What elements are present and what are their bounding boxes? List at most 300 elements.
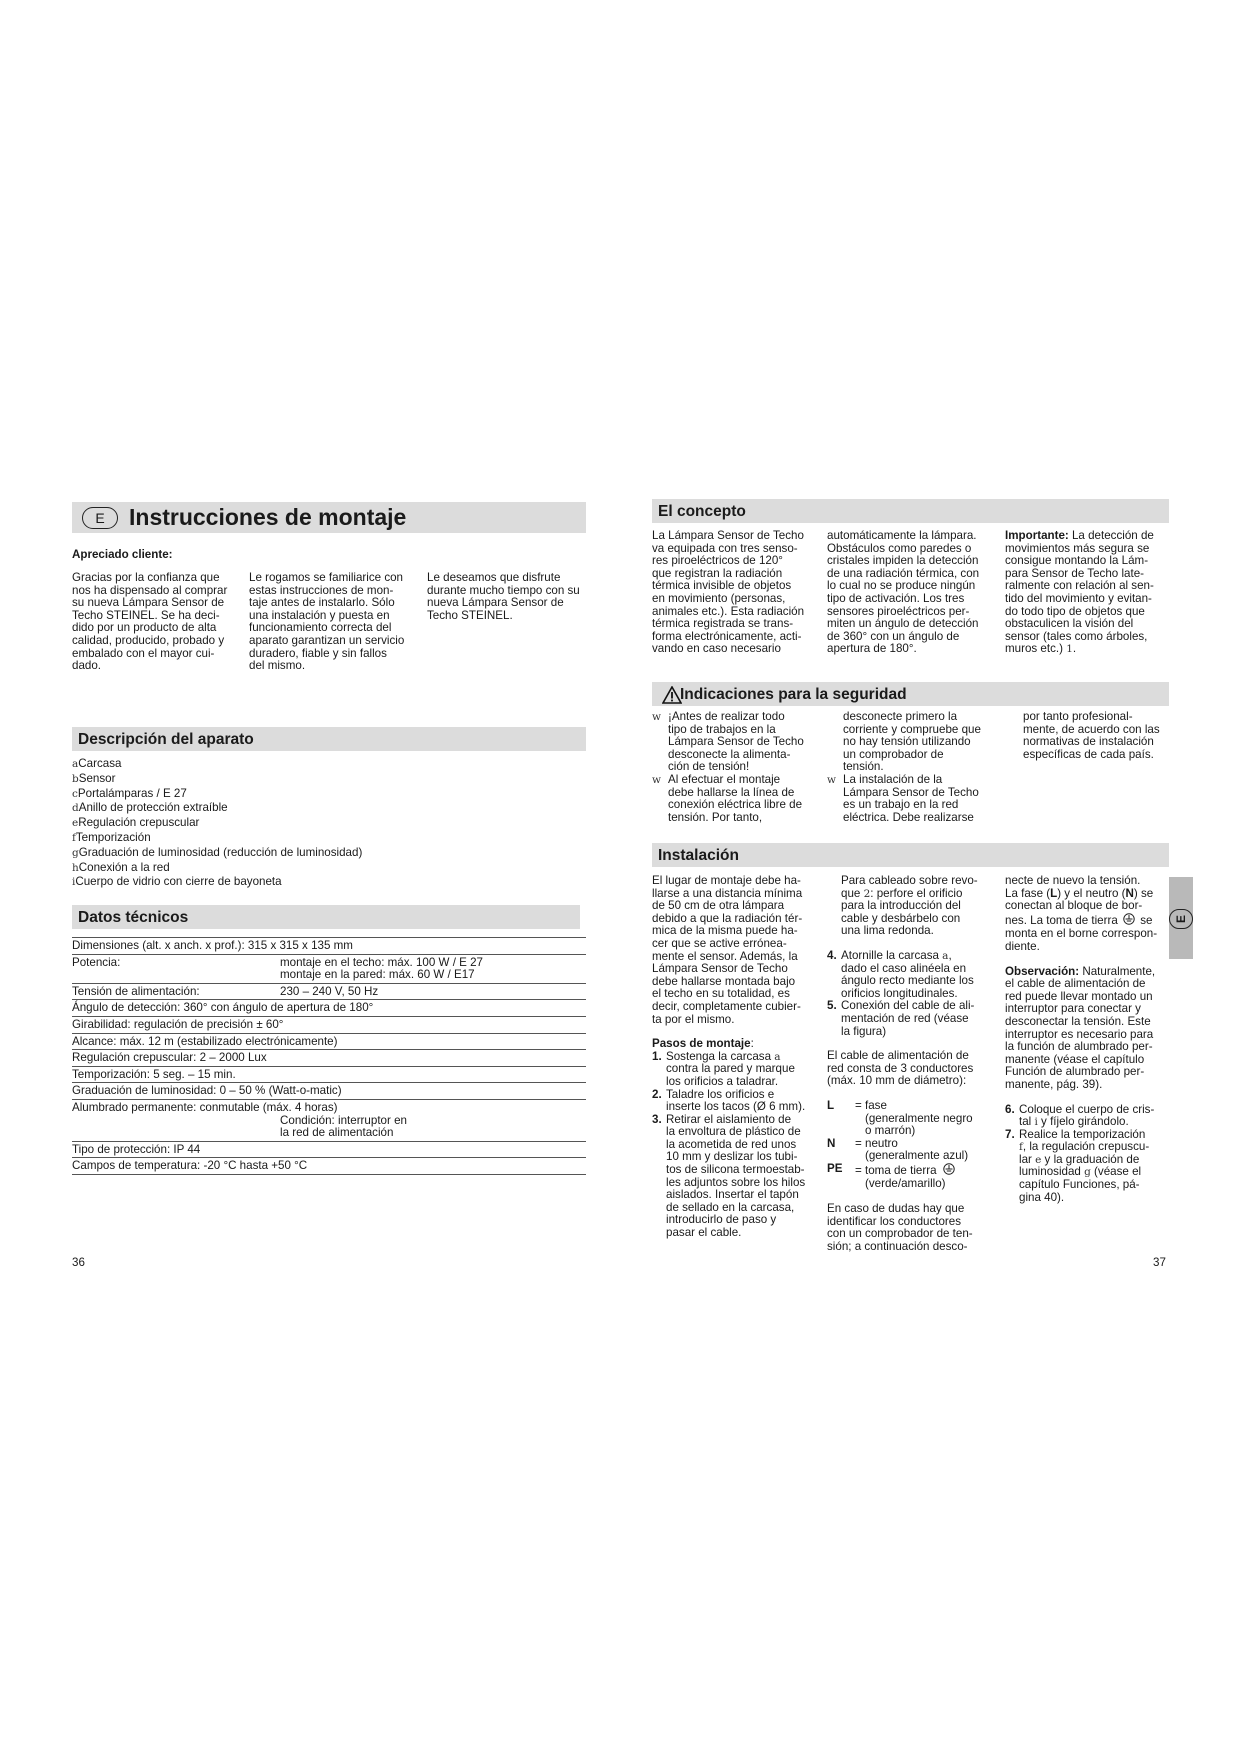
concept-line: miten un ángulo de detección (827, 617, 979, 631)
concept-heading: El concepto (652, 499, 1169, 523)
text-run: ) y el neutro ( (1057, 886, 1126, 900)
text-line: (verde/amarillo) (865, 1177, 946, 1191)
description-list (72, 757, 586, 890)
safety-column-3 (1023, 711, 1173, 761)
text-line: desconectar la tensión. Este (1005, 1014, 1151, 1028)
text-line: (generalmente azul) (865, 1149, 969, 1163)
description-item (72, 846, 586, 861)
text-run: gina 40). (1019, 1190, 1065, 1204)
install-line: El lugar de montaje debe ha- (652, 874, 801, 887)
text-run: introducirlo de paso y (666, 1213, 777, 1227)
text-run: se (1137, 913, 1153, 927)
item-marker: a (72, 758, 79, 770)
text-run: tal (1019, 1115, 1035, 1129)
table-cell-label: Tipo de protección: IP 44 (72, 1142, 201, 1156)
figure-ref: 2 (863, 887, 871, 900)
item-label: Carcasa (78, 757, 122, 770)
important-label: Importante: (1005, 529, 1069, 542)
item-marker: c (72, 787, 78, 800)
concept-line: vando en caso necesario (652, 642, 781, 656)
text-line: Al efectuar el montaje (668, 772, 781, 786)
text-line: (generalmente negro (865, 1111, 973, 1125)
description-item (72, 772, 586, 787)
intro-line: una instalación y puesta en (249, 608, 390, 622)
intro-line: Gracias por la confianza que (72, 571, 220, 584)
concept-line: apertura de 180°. (827, 642, 917, 656)
text-line: mente, de acuerdo con las (1023, 722, 1160, 736)
intro-column-1 (72, 572, 242, 673)
table-cell-label: Graduación de luminosidad: 0 – 50 % (Watt-o-matic) (72, 1084, 342, 1098)
concept-line: obstaculicen la visión del (1005, 617, 1134, 631)
step-item (1005, 1104, 1177, 1129)
text-run: la envoltura de plástico de (666, 1125, 801, 1139)
text-line: red puede llevar montado un (1005, 989, 1153, 1003)
text-run: La detección de (1068, 529, 1154, 542)
concept-column-3 (1005, 530, 1175, 656)
intro-line: Le rogamos se familiarice con (249, 571, 404, 584)
step-item (1005, 1129, 1177, 1205)
concept-line: res piroeléctricos de 120° (652, 554, 783, 568)
description-item (72, 831, 586, 846)
intro-line: dado. (72, 659, 102, 673)
cable-routing-note (827, 875, 999, 938)
text-run: ) se (1133, 886, 1154, 900)
table-cell-label: Tensión de alimentación: (72, 984, 200, 998)
install-line: de 50 cm de otra lámpara (652, 899, 785, 913)
step-item (652, 1089, 824, 1114)
table-cell-label: Girabilidad: regulación de precisión ± 60° (72, 1017, 284, 1031)
text-line: cable y desbárbelo con (841, 911, 961, 925)
text-run: La fase ( (1005, 886, 1051, 900)
intro-line: funcionamiento correcta del (249, 621, 392, 635)
wire-item (827, 1163, 999, 1191)
text-line: ¡Antes de realizar todo (668, 710, 785, 723)
text-run: los orificios a taladrar. (666, 1074, 779, 1088)
text-line: monta en el borne correspon- (1005, 927, 1158, 941)
concept-line: sensores piroeléctricos per- (827, 604, 970, 618)
concept-line: que registran la radiación (652, 566, 783, 580)
value-line: Condición: interruptor en (280, 1113, 407, 1127)
step-item (652, 1114, 824, 1240)
item-label: Cuerpo de vidrio con cierre de bayoneta (75, 875, 282, 889)
text-run: mentación de red (véase (841, 1011, 969, 1025)
step-number: 4. (827, 948, 837, 962)
install-line: mente el sensor. Además, la (652, 949, 798, 963)
text-run: pasar el cable. (666, 1226, 742, 1240)
text-line: por tanto profesional- (1023, 710, 1133, 723)
intro-column-2 (249, 572, 419, 673)
observation-title: Observación: (1005, 964, 1080, 978)
text-line: desconecte primero la (843, 710, 958, 723)
wire-item (827, 1138, 999, 1163)
item-marker: h (72, 861, 79, 874)
concept-line: térmica registrada se trans- (652, 617, 794, 631)
install-line: debe hallarse montada bajo (652, 974, 796, 988)
text-run: Taladre los orificios e (666, 1087, 775, 1101)
intro-line: Le deseamos que disfrute (427, 571, 561, 584)
text-run: tos de silicona termoestab- (666, 1163, 805, 1177)
wire-item (827, 1100, 999, 1138)
safety-column-1 (652, 711, 827, 824)
wire-code: L (827, 1098, 835, 1112)
text-run: 10 mm y deslizar los tubi- (666, 1150, 798, 1164)
text-run: la figura) (841, 1024, 887, 1038)
concept-line: de una radiación térmica, con (827, 566, 980, 580)
text-run: de sellado en la carcasa, (666, 1200, 795, 1214)
text-line: corriente y compruebe que (843, 722, 981, 736)
text-run: la acometida de red unos (666, 1137, 797, 1151)
concept-line: sensor (tales como árboles, (1005, 629, 1148, 643)
text-line: la función de alumbrado per- (1005, 1040, 1153, 1054)
part-ref: g (1084, 1166, 1091, 1179)
step-number: 7. (1005, 1127, 1015, 1141)
page-number-right: 37 (1153, 1256, 1166, 1269)
text-run: aislados. Insertar el tapón (666, 1188, 799, 1202)
cable-description (827, 1050, 999, 1088)
text-line: = neutro (855, 1136, 898, 1150)
value-line (280, 1102, 407, 1115)
text-line: (máx. 10 mm de diámetro): (827, 1074, 967, 1088)
concept-line (1005, 530, 1175, 543)
text-line: para la introducción del (841, 899, 961, 913)
safety-bullet-item (652, 774, 827, 824)
intro-line: Techo STEINEL. Se ha deci- (72, 608, 220, 622)
intro-line: nueva Lámpara Sensor de (427, 596, 564, 610)
description-item (72, 861, 586, 876)
text-line: Lámpara Sensor de Techo (668, 735, 804, 749)
figure-ref: 1 (1066, 643, 1073, 656)
observation-note (1005, 966, 1177, 1092)
wire-list (827, 1100, 999, 1191)
text-line: El cable de alimentación de (827, 1049, 969, 1063)
table-row (72, 1017, 586, 1034)
text-line: diente. (1005, 939, 1040, 953)
text-run: Coloque el cuerpo de cris- (1019, 1102, 1155, 1116)
item-label: Regulación crepuscular (78, 816, 200, 830)
text-run: contra la pared y marque (666, 1062, 795, 1076)
table-row (72, 1034, 586, 1051)
greeting: Apreciado cliente: (72, 548, 173, 561)
text-line: debe hallarse la línea de (668, 785, 795, 799)
step-item (652, 1051, 824, 1089)
install-line: llarse a una distancia mínima (652, 886, 803, 900)
safety-column-2 (827, 711, 1002, 824)
intro-line: del mismo. (249, 659, 306, 673)
install-line: el techo en su totalidad, es (652, 987, 790, 1001)
step-number: 1. (652, 1049, 662, 1063)
concept-line: movimientos más segura se (1005, 541, 1150, 555)
text-line: no hay tensión utilizando (843, 735, 971, 749)
table-cell-label: Campos de temperatura: -20 °C hasta +50 °C (72, 1159, 308, 1173)
part-ref: f (1019, 1141, 1023, 1154)
text-run: ángulo recto mediante los (841, 974, 974, 988)
side-language-tab (1169, 877, 1193, 959)
part-ref: e (1035, 1153, 1042, 1166)
installation-heading: Instalación (652, 843, 1169, 867)
description-heading: Descripción del aparato (72, 727, 586, 751)
concept-line: cristales impiden la detección (827, 554, 979, 568)
part-ref: a (942, 949, 949, 962)
text-run: Para cableado sobre revo- (841, 874, 978, 887)
text-line: el cable de alimentación de (1005, 977, 1146, 991)
part-ref: i (1034, 1116, 1038, 1129)
concept-line: Obstáculos como paredes o (827, 541, 972, 555)
concept-column-2 (827, 530, 997, 656)
bullet-marker: w (652, 711, 661, 723)
intro-line: calidad, producido, probado y (72, 633, 225, 647)
text-run: (véase el (1090, 1165, 1142, 1179)
text-line: específicas de cada país. (1023, 747, 1154, 761)
text-run: . (1072, 642, 1077, 656)
table-row (72, 1142, 586, 1159)
doubt-note (827, 1203, 999, 1253)
text-line: desconecte la alimenta- (668, 747, 791, 761)
text-line (1005, 913, 1177, 929)
description-item (72, 801, 586, 816)
description-item (72, 757, 586, 772)
table-cell-label: Alumbrado permanente: conmutable (máx. 4 horas) (72, 1100, 338, 1114)
safety-bullet-item (652, 711, 827, 774)
concept-line: de 360° con un ángulo de (827, 629, 960, 643)
intro-line: dido por un producto de alta (72, 621, 217, 635)
wire-code: L (1050, 886, 1058, 900)
text-line: Lámpara Sensor de Techo (843, 785, 979, 799)
text-run: Naturalmente, (1079, 964, 1156, 978)
text-run: orificios longitudinales. (841, 986, 958, 1000)
value-line: montaje en la pared: máx. 60 W / E17 (280, 968, 475, 982)
concept-line (1005, 643, 1175, 656)
page-title: Instrucciones de montaje (129, 504, 407, 530)
table-cell-value (280, 957, 483, 982)
item-marker: f (72, 831, 76, 844)
text-run: dado el caso alinéela en (841, 961, 967, 975)
intro-line: taje antes de instalarlo. Sólo (249, 596, 395, 610)
text-run: Realice la temporización (1019, 1127, 1146, 1141)
item-marker: d (72, 802, 79, 815)
description-item (72, 875, 586, 890)
tech-data-table (72, 937, 586, 1175)
language-badge: E (82, 507, 118, 529)
text-run: luminosidad (1019, 1165, 1085, 1179)
safety-heading (652, 682, 1169, 706)
text-line: identificar los conductores (827, 1214, 962, 1228)
text-line: red consta de 3 conductores (827, 1061, 974, 1075)
wire-code: N (827, 1136, 836, 1150)
text-line: eléctrica. Debe realizarse (843, 810, 974, 824)
part-ref: a (774, 1050, 781, 1063)
concept-line: va equipada con tres senso- (652, 541, 798, 555)
table-cell-value (280, 1102, 407, 1140)
ground-icon (1123, 913, 1135, 929)
installation-column-3 (1005, 875, 1177, 1204)
safety-continuation (827, 711, 1002, 774)
text-line: manente, pág. 39). (1005, 1077, 1103, 1091)
text-run: , la regulación crepuscu- (1022, 1140, 1150, 1154)
text-run: , (948, 948, 952, 962)
item-label: Anillo de protección extraíble (78, 801, 228, 815)
concept-column-1 (652, 530, 822, 656)
concept-line: térmica invisible de objetos (652, 579, 792, 593)
item-label: Graduación de luminosidad (reducción de luminosidad) (78, 845, 363, 859)
text-run: Conexión del cable de ali- (841, 999, 975, 1013)
item-marker: e (72, 817, 79, 830)
text-line: conexión eléctrica libre de (668, 798, 803, 812)
text-line: interruptor es necesario para (1005, 1027, 1154, 1041)
value-line: la red de alimentación (280, 1126, 394, 1140)
table-row (72, 1100, 586, 1142)
text-run: Atornille la carcasa (841, 948, 943, 962)
tech-data-heading: Datos técnicos (72, 905, 580, 929)
text-run: : perfore el orificio (870, 886, 963, 900)
install-line: debido a que la radiación tér- (652, 911, 803, 925)
install-line: mica de la misma puede ha- (652, 924, 798, 938)
steps-list-continued (827, 950, 999, 1038)
concept-line: en movimiento (personas, (652, 591, 786, 605)
text-run: lar (1019, 1152, 1036, 1166)
table-cell-label: Regulación crepuscular: 2 – 2000 Lux (72, 1051, 267, 1065)
text-line: tensión. (843, 760, 884, 774)
intro-line: Techo STEINEL. (427, 608, 513, 622)
table-cell-label: Dimensiones (alt. x anch. x prof.): 315 x 315 x 135 mm (72, 939, 353, 952)
intro-line: nos ha dispensado al comprar (72, 583, 228, 597)
ground-icon (943, 1163, 955, 1179)
item-label: Temporización (75, 830, 151, 844)
item-marker: g (72, 846, 79, 859)
installation-column-2 (827, 875, 999, 1253)
text-line: La instalación de la (843, 772, 943, 786)
text-line: manente (véase el capítulo (1005, 1052, 1145, 1066)
description-item (72, 787, 586, 802)
text-line: tensión. Por tanto, (668, 810, 763, 824)
table-cell-value (280, 986, 378, 999)
text-line: ción de tensión! (668, 760, 750, 774)
installation-column-1 (652, 875, 824, 1240)
step-item (827, 1000, 999, 1038)
text-run: muros etc.) (1005, 642, 1063, 656)
side-tab-badge: E (1169, 909, 1193, 929)
text-line: = toma de tierra (855, 1163, 999, 1179)
text-line: interruptor para conectar y (1005, 1002, 1141, 1016)
table-cell-label: Potencia: (72, 955, 121, 969)
intro-line: su nueva Lámpara Sensor de (72, 596, 225, 610)
step-number: 6. (1005, 1102, 1015, 1116)
table-row (72, 1050, 586, 1067)
warning-icon (662, 686, 682, 704)
step-number: 2. (652, 1087, 662, 1101)
steps-list (652, 1051, 824, 1240)
text-run: Retirar el aislamiento de (666, 1112, 792, 1126)
text-line: tipo de trabajos en la (668, 722, 776, 736)
intro-line: aparato garantizan un servicio (249, 633, 405, 647)
concept-line: animales etc.). Esta radiación (652, 604, 805, 618)
concept-line: do todo tipo de objetos que (1005, 604, 1145, 618)
text-line: es un trabajo en la red (843, 798, 959, 812)
concept-line: tido del movimiento y evitan- (1005, 591, 1152, 605)
steps-title: Pasos de montaje (652, 1037, 751, 1051)
table-row (72, 955, 586, 984)
step-item (827, 950, 999, 1000)
table-row (72, 984, 586, 1001)
text-line: con un comprobador de ten- (827, 1227, 973, 1241)
value-line: montaje en el techo: máx. 100 W / E 27 (280, 955, 483, 969)
text-run: y la graduación de (1041, 1152, 1140, 1166)
title-bar (72, 502, 586, 533)
concept-line: automáticamente la lámpara. (827, 529, 977, 542)
text-run: Sostenga la carcasa (666, 1049, 775, 1063)
text-run: les adjuntos sobre los hilos (666, 1175, 806, 1189)
concept-line: La Lámpara Sensor de Techo (652, 529, 804, 542)
wire-code: PE (827, 1161, 843, 1175)
concept-line: para Sensor de Techo late- (1005, 566, 1144, 580)
install-line: ta por el mismo. (652, 1012, 735, 1026)
text-run: : (750, 1037, 754, 1051)
text-line: un comprobador de (843, 747, 944, 761)
value-line: 230 – 240 V, 50 Hz (280, 984, 379, 998)
table-cell-label: Temporización: 5 seg. – 15 min. (72, 1067, 236, 1081)
description-item (72, 816, 586, 831)
concept-line: lo cual no se produce ningún (827, 579, 976, 593)
concept-line: ralmente con relación al sen- (1005, 579, 1154, 593)
text-line: En caso de dudas hay que (827, 1202, 965, 1216)
step-number: 5. (827, 999, 837, 1013)
text-line: Función de alumbrado per- (1005, 1065, 1145, 1079)
table-cell-label: Ángulo de detección: 360° con ángulo de apertura de 180° (72, 1001, 374, 1015)
table-row (72, 1158, 586, 1175)
page-number-left: 36 (72, 1256, 85, 1269)
text-run: que (841, 886, 864, 900)
intro-line: embalado con el mayor cui- (72, 646, 215, 660)
wire-code: N (1125, 886, 1134, 900)
bullet-marker: w (827, 773, 836, 786)
install-line: Lámpara Sensor de Techo (652, 962, 788, 976)
text-run: y fíjelo girándolo. (1037, 1115, 1129, 1129)
install-line: decir, completamente cubier- (652, 999, 801, 1013)
text-run: inserte los tacos (Ø 6 mm). (666, 1100, 806, 1114)
steps-list-final (1005, 1104, 1177, 1205)
intro-column-3 (427, 572, 597, 622)
item-marker: b (72, 772, 79, 785)
step-number: 3. (652, 1112, 662, 1126)
safety-bullet-item (827, 774, 1002, 824)
text-line: normativas de instalación (1023, 735, 1154, 749)
concept-line: consigue montando la Lám- (1005, 554, 1149, 568)
intro-line: durante mucho tiempo con su (427, 583, 580, 597)
text-run: capítulo Funciones, pá- (1019, 1178, 1140, 1192)
item-label: Conexión a la red (78, 860, 170, 874)
item-marker: i (72, 876, 76, 889)
install-line: cer que se active erróneа- (652, 936, 787, 950)
table-row (72, 937, 586, 955)
table-row (72, 1067, 586, 1084)
item-label: Portalámparas / E 27 (77, 786, 187, 800)
text-line: una lima redonda. (841, 924, 934, 938)
text-line: = fase (855, 1098, 887, 1112)
safety-title: Indicaciones para la seguridad (680, 686, 907, 703)
table-row (72, 1000, 586, 1017)
concept-line: forma electrónicamente, acti- (652, 629, 802, 643)
text-line: sión; a continuación desco- (827, 1239, 968, 1253)
text-run: nes. La toma de tierra (1005, 913, 1121, 927)
text-line: necte de nuevo la tensión. (1005, 874, 1141, 887)
table-cell-label: Alcance: máx. 12 m (estabilizado electrónicamente) (72, 1034, 338, 1048)
text-line: o marrón) (865, 1124, 916, 1138)
intro-line: estas instrucciones de mon- (249, 583, 394, 597)
concept-line: tipo de activación. Los tres (827, 591, 965, 605)
text-line: conectan al bloque de bor- (1005, 899, 1143, 913)
table-row (72, 1083, 586, 1100)
intro-line: duradero, fiable y sin fallos (249, 646, 387, 660)
bullet-marker: w (652, 773, 661, 786)
